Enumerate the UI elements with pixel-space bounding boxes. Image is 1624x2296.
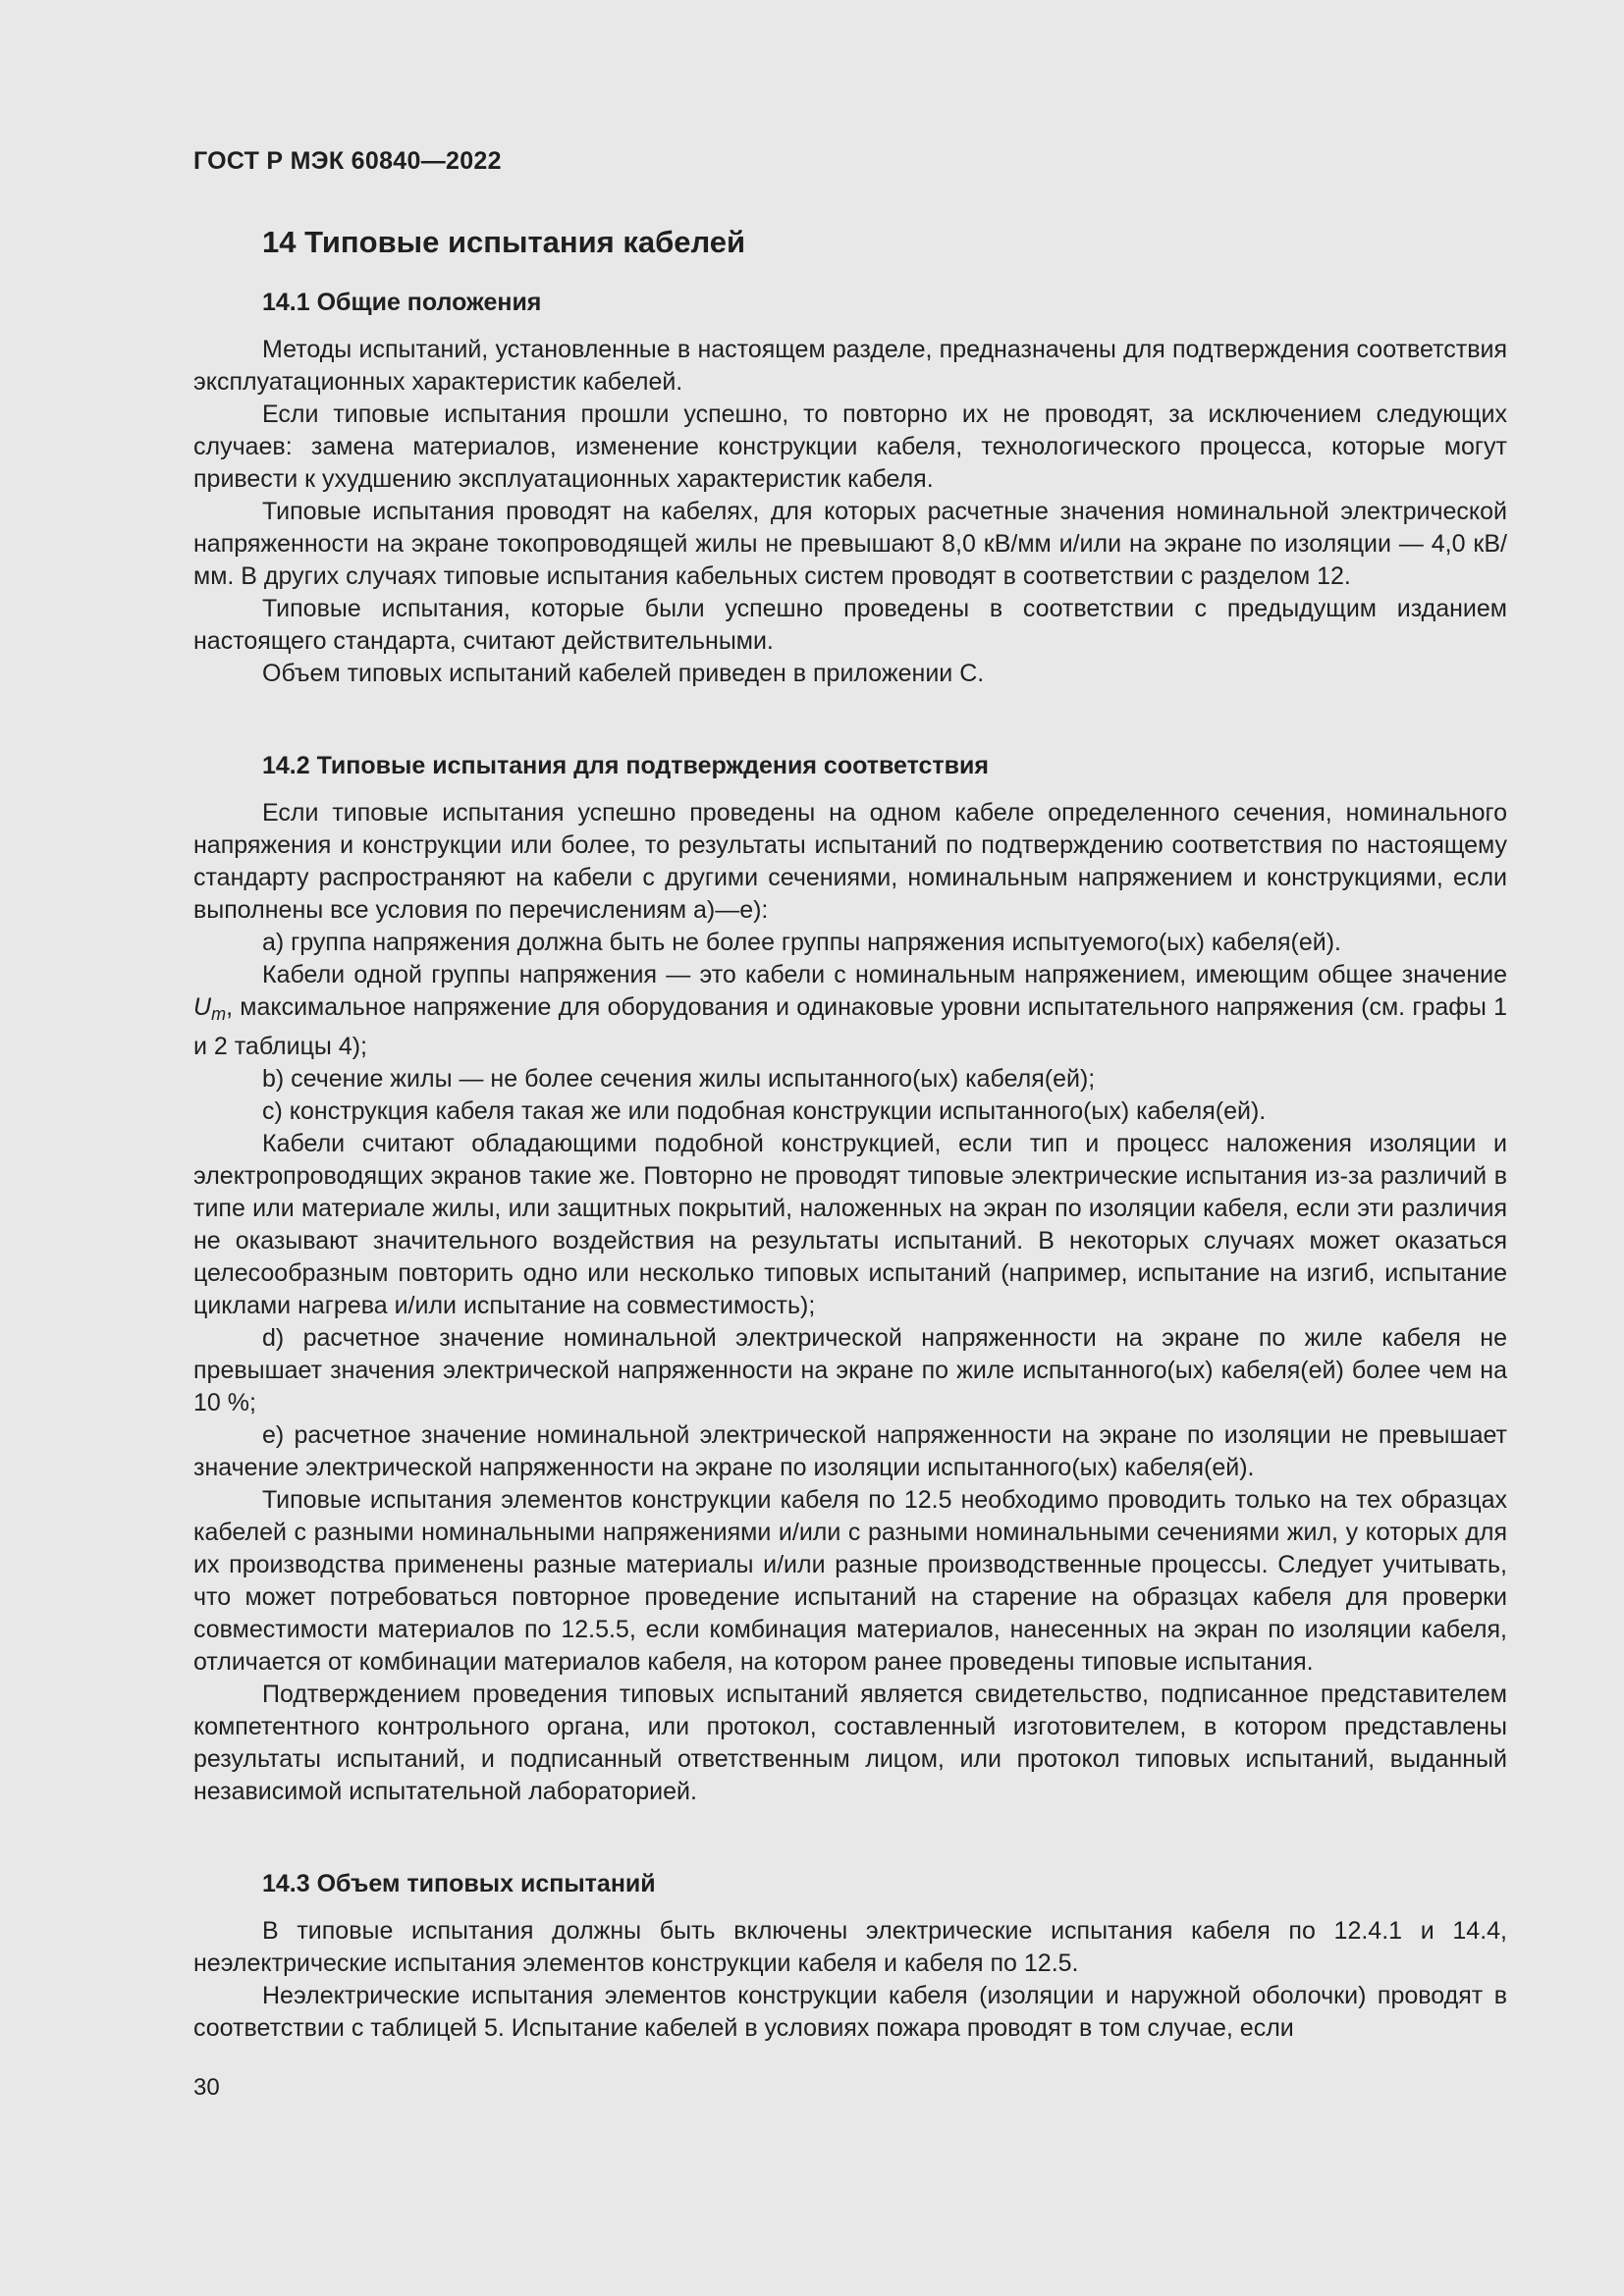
paragraph: Типовые испытания, которые были успешно проведены в соответствии с предыдущим изданием настоящего стандарта, считают действительными. — [193, 595, 1507, 655]
text-run: , максимальное напряжение для оборудования и одинаковые уровни испытательного напряжения (см. графы 1 и 2 таблицы 4); — [193, 993, 1507, 1060]
subsection-title-14-3: 14.3 Объем типовых испытаний — [262, 1870, 656, 1897]
subsection-14-1-body — [193, 334, 1507, 690]
list-item-c: с) конструкция кабеля такая же или подобная конструкции испытанного(ых) кабеля(ей). — [262, 1097, 1267, 1125]
paragraph: Объем типовых испытаний кабелей приведен в приложении С. — [262, 660, 985, 687]
paragraph: Подтверждением проведения типовых испытаний является свидетельство, подписанное представителем компетентного контрольного органа, или протокол, составленный изготовителем, в котором представлены результаты испытаний, и подписанный ответственным лицом, или протокол типовых испытаний, выданный независимой испытательной лабораторией. — [193, 1681, 1507, 1805]
paragraph: Типовые испытания проводят на кабелях, для которых расчетные значения номинальной электрической напряженности на экране токопроводящей жилы не превышают 8,0 кВ/мм и/или на экране по изоляции — 4,0 кВ/мм. В других случаях типовые испытания кабельных систем проводят в соответствии с разделом 12. — [193, 498, 1507, 590]
paragraph: В типовые испытания должны быть включены электрические испытания кабеля по 12.4.1 и 14.4, неэлектрические испытания элементов конструкции кабеля и кабеля по 12.5. — [193, 1917, 1507, 1977]
list-item-b: b) сечение жилы — не более сечения жилы испытанного(ых) кабеля(ей); — [262, 1065, 1096, 1093]
paragraph: Методы испытаний, установленные в настоящем разделе, предназначены для подтверждения соответствия эксплуатационных характеристик кабелей. — [193, 336, 1507, 396]
standard-header: ГОСТ Р МЭК 60840—2022 — [193, 147, 502, 175]
paragraph: Кабели считают обладающими подобной конструкцией, если тип и процесс наложения изоляции и электропроводящих экранов такие же. Повторно не проводят типовые электрические испытания из-за различий в типе или материале жилы, или защитных покрытий, наложенных на экран по изоляции кабеля, если эти различия не оказывают значительного воздействия на результаты испытаний. В некоторых случаях может оказаться целесообразным повторить одно или несколько типовых испытаний (например, испытание на изгиб, испытание циклами нагрева и/или испытание на совместимость); — [193, 1130, 1507, 1319]
symbol-subscript-m: m — [211, 1004, 227, 1024]
subsection-title-14-1: 14.1 Общие положения — [262, 289, 542, 316]
section-title: 14 Типовые испытания кабелей — [262, 225, 746, 259]
paragraph: Если типовые испытания прошли успешно, то повторно их не проводят, за исключением следующих случаев: замена материалов, изменение конструкции кабеля, технологического процесса, которые могут привести к ухудшению эксплуатационных характеристик кабеля. — [193, 400, 1507, 493]
symbol-u: U — [193, 993, 212, 1021]
subsection-14-2-body — [193, 797, 1507, 1808]
paragraph: Если типовые испытания успешно проведены на одном кабеле определенного сечения, номинального напряжения и конструкции или более, то результаты испытаний по подтверждению соответствия по настоящему стандарту распространяют на кабели с другими сечениями, номинальным напряжением и конструкциями, если выполнены все условия по перечислениям а)—е): — [193, 799, 1507, 924]
list-item-e: е) расчетное значение номинальной электрической напряженности на экране по изоляции не превышает значение электрической напряженности на экране по изоляции испытанного(ых) кабеля(ей). — [193, 1421, 1507, 1481]
page-number: 30 — [193, 2074, 220, 2101]
subsection-14-3-body — [193, 1915, 1507, 2045]
list-item-d: d) расчетное значение номинальной электрической напряженности на экране по жиле кабеля не превышает значения электрической напряженности на экране по жиле испытанного(ых) кабеля(ей) более чем на 10 %; — [193, 1324, 1507, 1416]
list-item-a: а) группа напряжения должна быть не более группы напряжения испытуемого(ых) кабеля(ей). — [262, 929, 1341, 956]
paragraph: Неэлектрические испытания элементов конструкции кабеля (изоляции и наружной оболочки) проводят в соответствии с таблицей 5. Испытание кабелей в условиях пожара проводят в том случае, если — [193, 1982, 1507, 2042]
paragraph-voltage-group — [193, 959, 1507, 1063]
text-run: Кабели одной группы напряжения — это кабели с номинальным напряжением, имеющим общее значение — [262, 961, 1507, 988]
subsection-title-14-2: 14.2 Типовые испытания для подтверждения соответствия — [262, 752, 989, 779]
paragraph: Типовые испытания элементов конструкции кабеля по 12.5 необходимо проводить только на тех образцах кабелей с разными номинальными напряжениями и/или с разными номинальными сечениями жил, у которых для их производства применены разные материалы и/или разные производственные процессы. Следует учитывать, что может потребоваться повторное проведение испытаний на старение на образцах кабеля для проверки совместимости материалов по 12.5.5, если комбинация материалов, нанесенных на экран по изоляции кабеля, отличается от комбинации материалов кабеля, на котором ранее проведены типовые испытания. — [193, 1486, 1507, 1676]
